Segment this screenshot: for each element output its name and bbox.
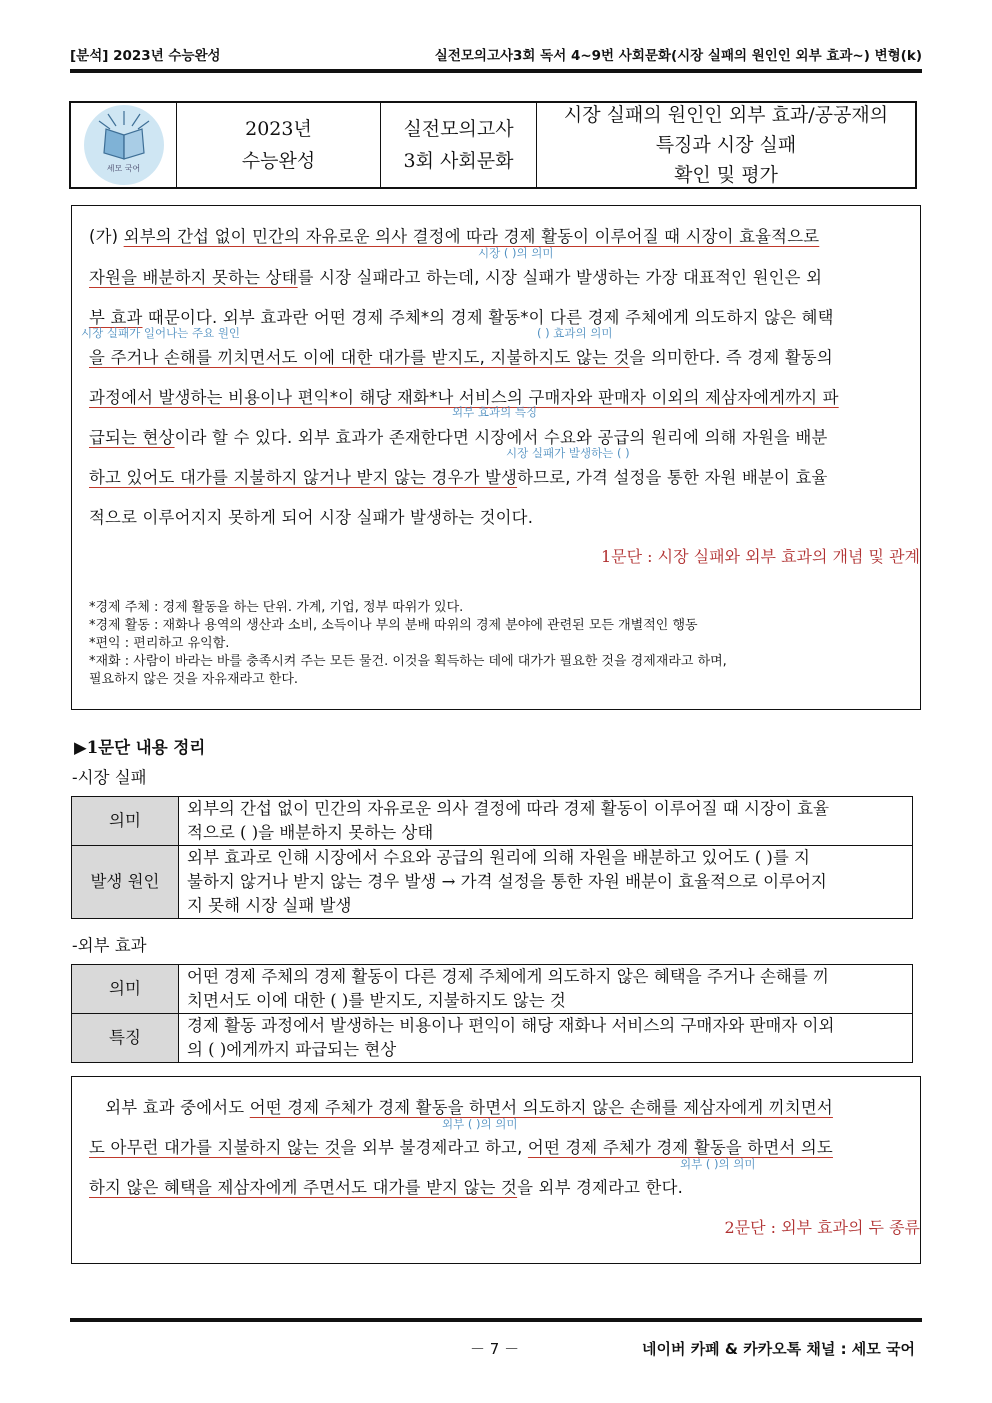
title-topic-line2: 특징과 시장 실패 [655, 134, 797, 156]
margin-note: 시장 ( )의 의미 [478, 246, 554, 260]
light-rays-icon [84, 105, 164, 135]
footer-right: 네이버 카페 & 카카오톡 채널 : 세모 국어 [642, 1340, 915, 1358]
footnote: *경제 활동 : 재화나 용역의 생산과 소비, 소득이나 부의 분배 따위의 경제 분야에 관련된 모든 개별적인 행동 [89, 618, 698, 633]
passage-line: 급되는 현상이라 할 수 있다. 외부 효과가 존재한다면 시장에서 수요와 공급의 원리에 의해 자원을 배분 [89, 428, 828, 447]
row-key: 특징 [72, 1014, 179, 1063]
subsection-externality: -외부 효과 [72, 936, 147, 955]
passage-box-2 [71, 1076, 921, 1264]
margin-note: 시장 실패가 일어나는 주요 원인 [81, 326, 241, 340]
title-topic-line3: 확인 및 평가 [674, 164, 778, 186]
passage-box-1 [71, 205, 921, 710]
table-row [72, 1014, 913, 1063]
passage-line: 하지 않은 혜택을 제삼자에게 주면서도 대가를 받지 않는 것을 외부 경제라고 한다. [89, 1178, 684, 1197]
header-left: [분석] 2023년 수능완성 [70, 48, 221, 64]
market-failure-table [71, 796, 913, 919]
table-row [72, 846, 913, 919]
paragraph-summary: 1문단 : 시장 실패와 외부 효과의 개념 및 관계 [600, 547, 920, 566]
row-value: 외부 효과로 인해 시장에서 수요와 공급의 원리에 의해 자원을 배분하고 있어도 ( )를 지 불하지 않거나 받지 않는 경우 발생 → 가격 설정을 통한 자원 배분이 효율적으로 이루어지 지 못해 시장 실패 발생 [179, 846, 913, 919]
table-row [72, 965, 913, 1014]
footnote: *편익 : 편리하고 유익함. [89, 636, 230, 651]
title-topic-cell [537, 103, 915, 187]
row-value: 외부의 간섭 없이 민간의 자유로운 의사 결정에 따라 경제 활동이 이루어질 때 시장이 효율 적으로 ( )을 배분하지 못하는 상태 [179, 797, 913, 846]
footnote: 필요하지 않은 것을 자유재라고 한다. [89, 672, 299, 687]
title-subject: 3회 사회문화 [403, 150, 514, 172]
passage-line: 적으로 이루어지지 못하게 되어 시장 실패가 발생하는 것이다. [89, 508, 534, 527]
row-key: 의미 [72, 797, 179, 846]
passage-line: 부 효과 때문이다. 외부 효과란 어떤 경제 주체*의 경제 활동*이 다른 경제 주체에게 의도하지 않은 혜택 [89, 308, 834, 327]
passage-line: 을 주거나 손해를 끼치면서도 이에 대한 대가를 받지도, 지불하지도 않는 것을 의미한다. 즉 경제 활동의 [89, 348, 833, 367]
logo [84, 105, 164, 185]
passage-line: 하고 있어도 대가를 지불하지 않거나 받지 않는 경우가 발생하므로, 가격 설정을 통한 자원 배분이 효율 [89, 468, 828, 487]
paragraph-summary: 2문단 : 외부 효과의 두 종류 [724, 1218, 920, 1237]
title-exam: 실전모의고사 [403, 118, 514, 140]
logo-cell [71, 103, 177, 187]
footnote: *경제 주체 : 경제 활동을 하는 단위. 가계, 기업, 정부 따위가 있다. [89, 600, 464, 615]
passage-line: 도 아무런 대가를 지불하지 않는 것을 외부 불경제라고 하고, 어떤 경제 주체가 경제 활동을 하면서 의도 [89, 1138, 833, 1157]
title-exam-cell [381, 103, 537, 187]
margin-note: ( ) 효과의 의미 [537, 326, 613, 340]
passage-line: (가) 외부의 간섭 없이 민간의 자유로운 의사 결정에 따라 경제 활동이 이루어질 때 시장이 효율적으로 [89, 227, 820, 246]
row-key: 의미 [72, 965, 179, 1014]
row-key: 발생 원인 [72, 846, 179, 919]
header-rule [70, 69, 922, 73]
table-row [72, 797, 913, 846]
row-value: 경제 활동 과정에서 발생하는 비용이나 편익이 해당 재화나 서비스의 구매자와 판매자 이외 의 ( )에게까지 파급되는 현상 [179, 1014, 913, 1063]
footer-rule [70, 1318, 922, 1322]
logo-text: 세모 국어 [106, 164, 141, 173]
margin-note: 외부 ( )의 의미 [442, 1117, 518, 1131]
row-value: 어떤 경제 주체의 경제 활동이 다른 경제 주체에게 의도하지 않은 혜택을 주거나 손해를 끼 치면서도 이에 대한 ( )를 받지도, 지불하지도 않는 것 [179, 965, 913, 1014]
passage-line: 과정에서 발생하는 비용이나 편익*이 해당 재화*나 서비스의 구매자와 판매자 이외의 제삼자에게까지 파 [89, 388, 839, 407]
page-number: － 7 － [470, 1340, 520, 1358]
margin-note: 외부 ( )의 의미 [680, 1157, 756, 1171]
title-table [69, 101, 917, 189]
margin-note: 시장 실패가 발생하는 ( ) [506, 446, 630, 460]
section-heading: ▶1문단 내용 정리 [74, 738, 206, 757]
page-header [70, 44, 922, 66]
margin-note: 외부 효과의 특징 [452, 405, 538, 419]
footnote: *재화 : 사람이 바라는 바를 충족시켜 주는 모든 물건. 이것을 획득하는 데에 대가가 필요한 것을 경제재라고 하며, [89, 654, 727, 669]
externality-table [71, 964, 913, 1063]
title-book: 수능완성 [241, 150, 316, 172]
header-right: 실전모의고사3회 독서 4~9번 사회문화(시장 실패의 원인인 외부 효과~) 변형(k) [434, 48, 922, 64]
title-topic-line1: 시장 실패의 원인인 외부 효과/공공재의 [563, 104, 889, 126]
title-year: 2023년 [245, 118, 312, 140]
title-year-cell [177, 103, 381, 187]
subsection-market-failure: -시장 실패 [72, 768, 147, 787]
passage-line: 자원을 배분하지 못하는 상태를 시장 실패라고 하는데, 시장 실패가 발생하는 가장 대표적인 원인은 외 [89, 268, 823, 287]
passage-line: 외부 효과 중에서도 어떤 경제 주체가 경제 활동을 하면서 의도하지 않은 손해를 제삼자에게 끼치면서 [89, 1098, 833, 1117]
